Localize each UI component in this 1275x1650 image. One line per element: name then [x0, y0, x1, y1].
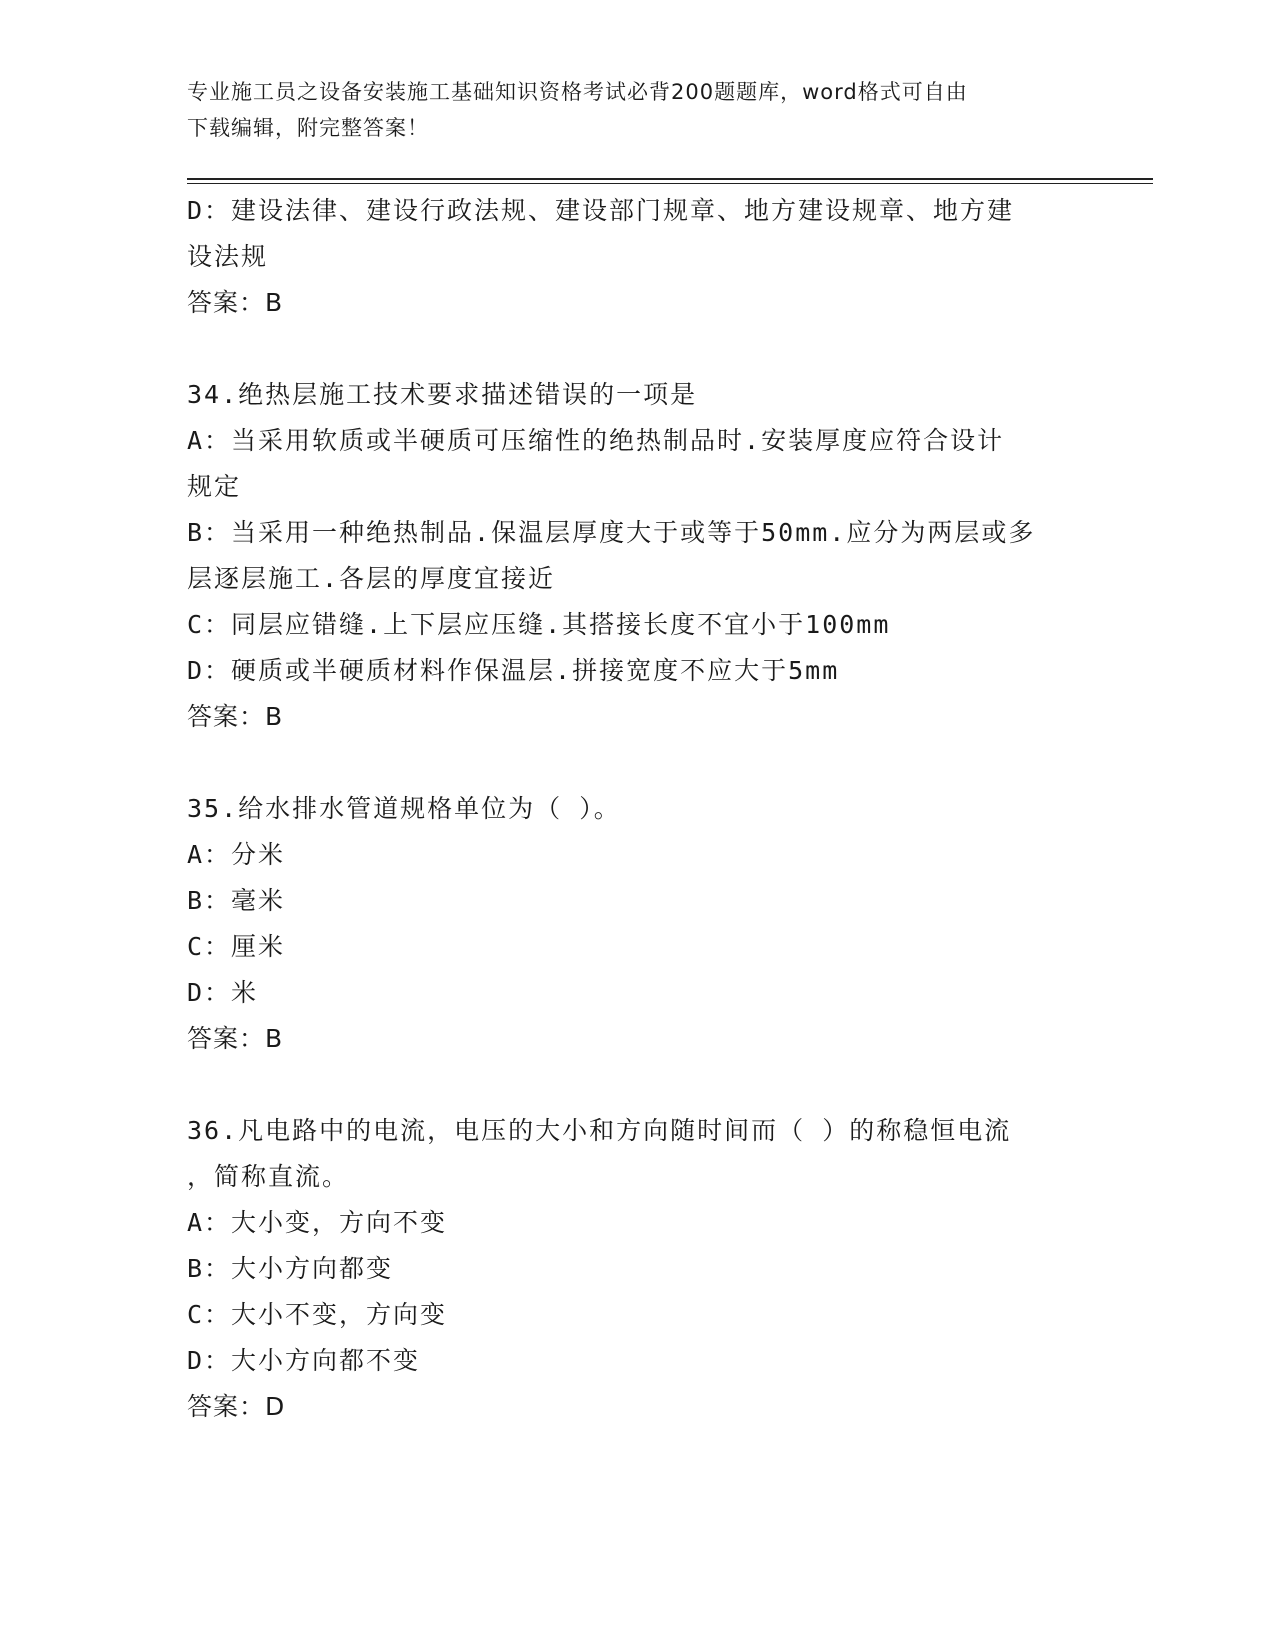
option-b: [187, 510, 1087, 602]
document-header: [187, 74, 1067, 146]
option-b-line-1: B：当采用一种绝热制品.保温层厚度大于或等于50mm.应分为两层或多: [187, 518, 1036, 547]
header-rule-thin: [187, 183, 1153, 184]
answer-line: 答案：B: [187, 288, 284, 317]
option-b-line-2: 层逐层施工.各层的厚度宜接近: [187, 564, 556, 593]
option-d: D：米: [187, 978, 259, 1007]
question-36: [187, 1108, 1087, 1430]
option-c: C：同层应错缝.上下层应压缝.其搭接长度不宜小于100mm: [187, 610, 891, 639]
option-a: A：大小变，方向不变: [187, 1208, 448, 1237]
answer-line: 答案：B: [187, 702, 284, 731]
option-a-line-1: A：当采用软质或半硬质可压缩性的绝热制品时.安装厚度应符合设计: [187, 426, 1005, 455]
option-b: B：大小方向都变: [187, 1254, 394, 1283]
header-line-1: 专业施工员之设备安装施工基础知识资格考试必背200题题库，word格式可自由: [187, 80, 968, 104]
option-a: A：分米: [187, 840, 286, 869]
option-d: D：大小方向都不变: [187, 1346, 421, 1375]
question-stem: 35.给水排水管道规格单位为（ ）。: [187, 794, 621, 823]
question-stem-line-1: 36.凡电路中的电流，电压的大小和方向随时间而（ ）的称稳恒电流: [187, 1116, 1012, 1145]
question-stem-line-2: ，简称直流。: [187, 1162, 350, 1191]
question-34: [187, 372, 1087, 740]
question-stem: 34.绝热层施工技术要求描述错误的一项是: [187, 380, 698, 409]
option-a-line-2: 规定: [187, 472, 242, 501]
header-line-2: 下载编辑，附完整答案！: [187, 116, 429, 140]
option-d: D：硬质或半硬质材料作保温层.拼接宽度不应大于5mm: [187, 656, 840, 685]
option-b: B：毫米: [187, 886, 286, 915]
question-35: [187, 786, 1087, 1062]
option-c: C：大小不变，方向变: [187, 1300, 448, 1329]
document-body: [187, 188, 1087, 1430]
previous-question-tail: [187, 188, 1087, 326]
option-c: C：厘米: [187, 932, 286, 961]
header-rule-thick: [187, 178, 1153, 180]
answer-line: 答案：D: [187, 1392, 286, 1421]
option-a: [187, 418, 1087, 510]
option-d: D：建设法律、建设行政法规、建设部门规章、地方建设规章、地方建: [187, 196, 1015, 225]
answer-line: 答案：B: [187, 1024, 284, 1053]
option-d-continued: 设法规: [187, 242, 269, 271]
